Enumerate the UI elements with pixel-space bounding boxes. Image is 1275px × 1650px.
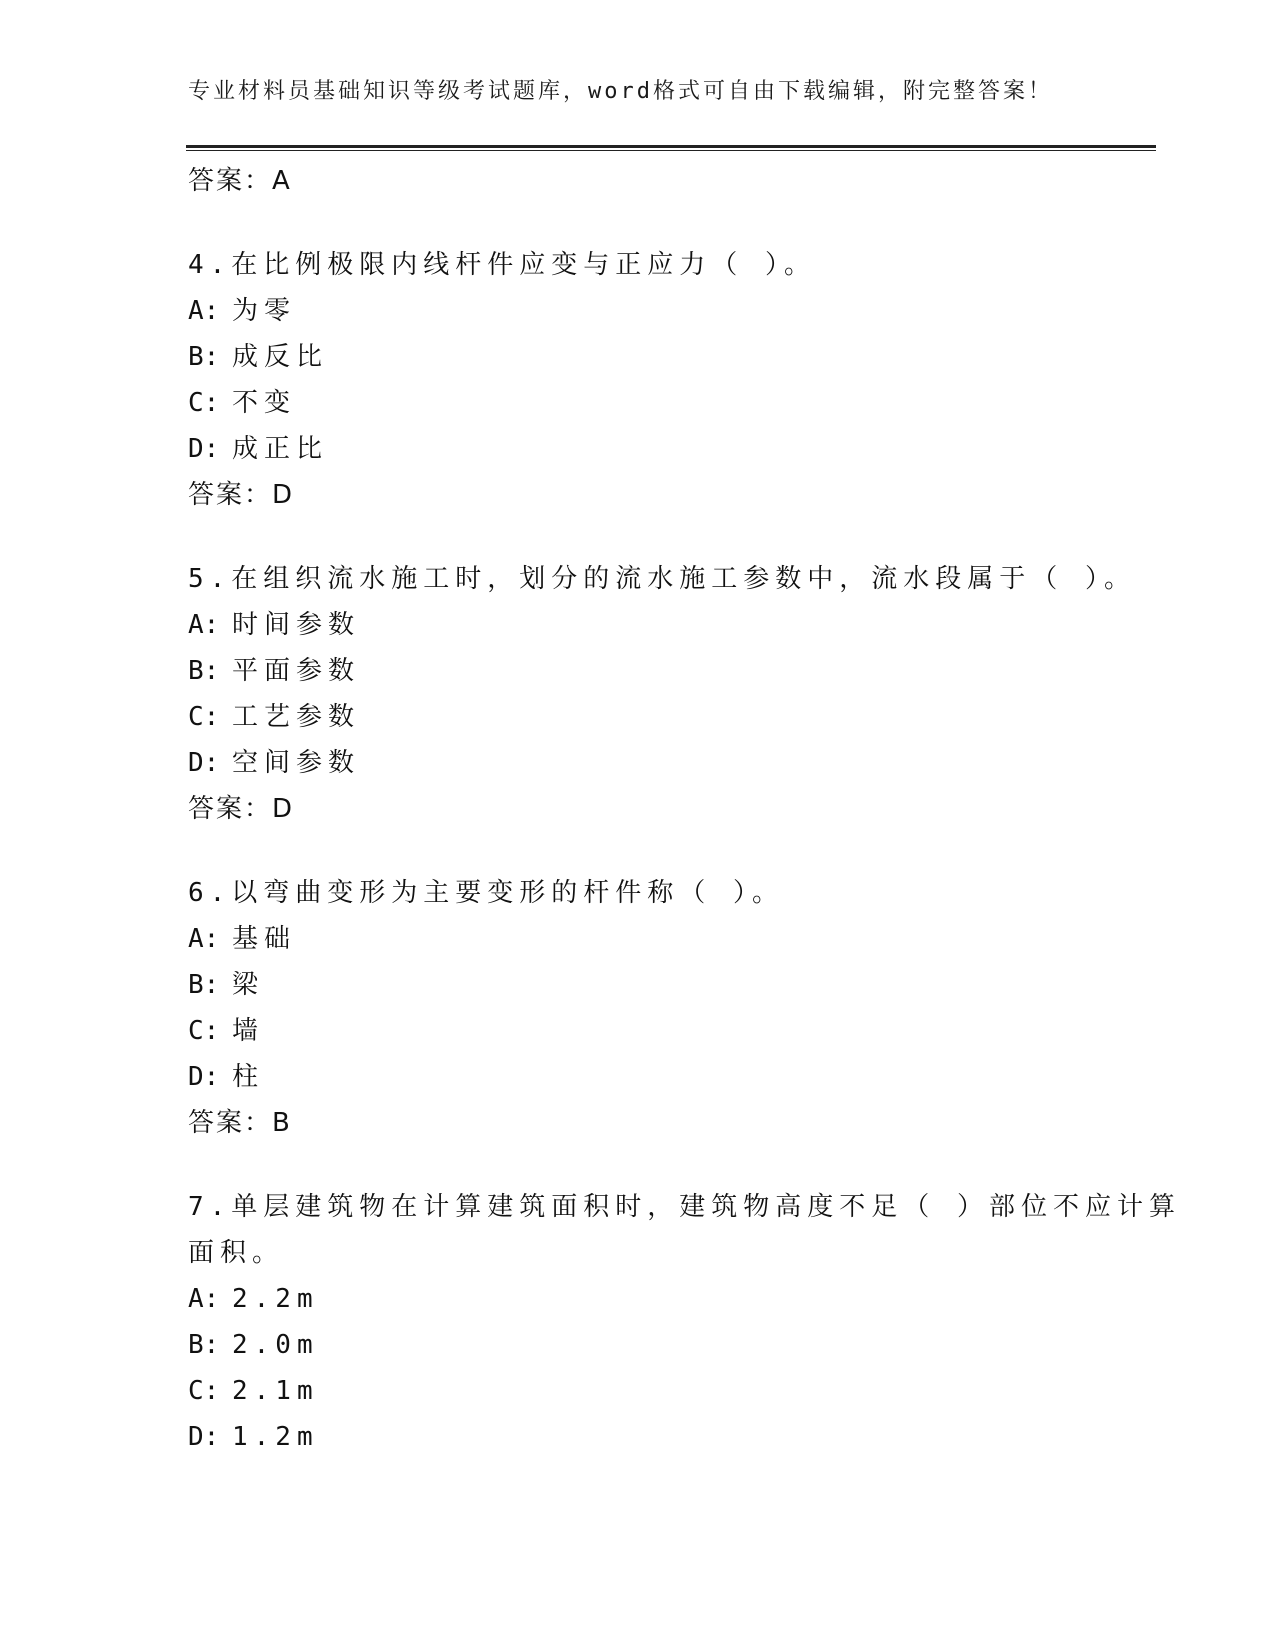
question-stem xyxy=(188,556,1148,602)
option-key: B: xyxy=(188,1330,220,1360)
option-text: 2.1m xyxy=(232,1376,319,1406)
question-6 xyxy=(188,870,1148,1146)
option-key: B: xyxy=(188,342,220,372)
question-4 xyxy=(188,242,1148,518)
option-c xyxy=(188,694,1148,740)
option-key: C: xyxy=(188,388,220,418)
option-text: 不变 xyxy=(232,388,297,418)
option-a xyxy=(188,916,1148,962)
option-a xyxy=(188,602,1148,648)
option-key: A: xyxy=(188,610,220,640)
question-stem xyxy=(188,1184,1181,1276)
option-a xyxy=(188,288,1148,334)
header-divider-thick xyxy=(186,145,1156,148)
question-stem-line: 面积。 xyxy=(188,1238,285,1268)
question-7 xyxy=(188,1184,1181,1460)
option-a xyxy=(188,1276,1148,1322)
question-stem-line: 7.单层建筑物在计算建筑面积时，建筑物高度不足（ ）部位不应计算 xyxy=(188,1192,1181,1222)
option-text: 平面参数 xyxy=(232,656,361,686)
option-d xyxy=(188,426,1148,472)
question-stem xyxy=(188,870,1148,916)
option-c xyxy=(188,380,1148,426)
previous-question-answer: 答案：A xyxy=(188,166,292,196)
option-key: A: xyxy=(188,296,220,326)
question-answer: 答案：D xyxy=(188,480,295,510)
option-key: D: xyxy=(188,1062,220,1092)
option-key: D: xyxy=(188,434,220,464)
option-key: A: xyxy=(188,924,220,954)
option-d xyxy=(188,1054,1148,1100)
option-key: C: xyxy=(188,1376,220,1406)
option-key: D: xyxy=(188,748,220,778)
option-text: 成反比 xyxy=(232,342,329,372)
question-stem xyxy=(188,242,1148,288)
option-key: C: xyxy=(188,1016,220,1046)
option-text: 1.2m xyxy=(232,1422,319,1452)
option-b xyxy=(188,334,1148,380)
option-b xyxy=(188,1322,1148,1368)
option-c xyxy=(188,1368,1148,1414)
header-divider-thin xyxy=(186,150,1156,151)
option-b xyxy=(188,648,1148,694)
question-list xyxy=(188,158,1181,1498)
question-stem-line: 6.以弯曲变形为主要变形的杆件称（ ）。 xyxy=(188,878,784,908)
option-text: 成正比 xyxy=(232,434,329,464)
option-c xyxy=(188,1008,1148,1054)
option-text: 基础 xyxy=(232,924,297,954)
option-d xyxy=(188,1414,1148,1460)
page-header-title: 专业材料员基础知识等级考试题库，word格式可自由下载编辑，附完整答案！ xyxy=(188,79,1053,104)
option-text: 工艺参数 xyxy=(232,702,361,732)
option-key: C: xyxy=(188,702,220,732)
option-text: 柱 xyxy=(232,1062,265,1092)
option-b xyxy=(188,962,1148,1008)
question-answer: 答案：B xyxy=(188,1108,292,1138)
option-text: 墙 xyxy=(232,1016,265,1046)
option-key: B: xyxy=(188,656,220,686)
option-key: B: xyxy=(188,970,220,1000)
question-answer: 答案：D xyxy=(188,794,295,824)
option-key: D: xyxy=(188,1422,220,1452)
option-key: A: xyxy=(188,1284,220,1314)
question-stem-line: 5.在组织流水施工时，划分的流水施工参数中，流水段属于（ ）。 xyxy=(188,564,1136,594)
option-text: 2.0m xyxy=(232,1330,319,1360)
question-5 xyxy=(188,556,1148,832)
question-stem-line: 4.在比例极限内线杆件应变与正应力（ ）。 xyxy=(188,250,816,280)
option-text: 为零 xyxy=(232,296,297,326)
option-text: 2.2m xyxy=(232,1284,319,1314)
option-text: 梁 xyxy=(232,970,265,1000)
option-text: 时间参数 xyxy=(232,610,361,640)
option-text: 空间参数 xyxy=(232,748,361,778)
option-d xyxy=(188,740,1148,786)
